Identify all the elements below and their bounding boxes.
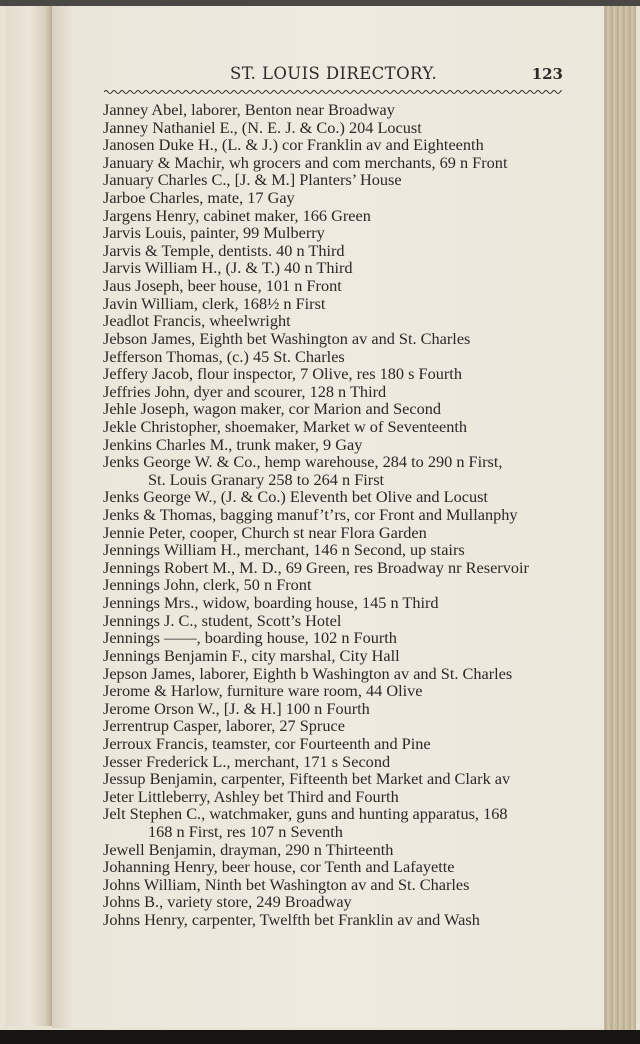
directory-entry: Jessup Benjamin, carpenter, Fifteenth bet Market and Clark av <box>103 769 511 789</box>
directory-entry: Jenks George W., (J. & Co.) Eleventh bet Olive and Locust <box>103 487 488 507</box>
directory-entry: Jebson James, Eighth bet Washington av and St. Charles <box>103 328 471 348</box>
directory-entry: January & Machir, wh grocers and com merchants, 69 n Front <box>103 152 508 172</box>
directory-entry: Jennings Mrs., widow, boarding house, 145 n Third <box>103 593 439 613</box>
directory-entry: Jerome Orson W., [J. & H.] 100 n Fourth <box>103 698 370 718</box>
left-page-edge <box>6 6 52 1026</box>
wavy-rule-divider <box>104 88 562 96</box>
directory-entry: Javin William, clerk, 168½ n First <box>103 293 326 313</box>
directory-entry: Jepson James, laborer, Eighth b Washington av and St. Charles <box>103 663 513 683</box>
directory-entry: Jargens Henry, cabinet maker, 166 Green <box>103 205 371 225</box>
directory-entry: Jelt Stephen C., watchmaker, guns and hunting apparatus, 168 <box>103 804 508 824</box>
directory-entry: Jarvis & Temple, dentists. 40 n Third <box>103 240 345 260</box>
directory-entry: Janney Nathaniel E., (N. E. J. & Co.) 204 Locust <box>103 117 422 137</box>
directory-entry: Jewell Benjamin, drayman, 290 n Thirteenth <box>103 839 394 859</box>
directory-entry: Jerroux Francis, teamster, cor Fourteenth and Pine <box>103 733 431 753</box>
directory-entry: Johns Henry, carpenter, Twelfth bet Franklin av and Wash <box>103 910 480 930</box>
directory-entry: Johns William, Ninth bet Washington av and St. Charles <box>103 874 470 894</box>
directory-entry: Jennings Benjamin F., city marshal, City Hall <box>103 645 400 665</box>
page-number: 123 <box>531 65 563 83</box>
directory-entry: Jarvis Louis, painter, 99 Mulberry <box>103 223 325 243</box>
directory-entry: Jennings ——, boarding house, 102 n Fourth <box>103 628 397 648</box>
directory-entry: Jarvis William H., (J. & T.) 40 n Third <box>103 258 353 278</box>
scanner-bottom-border <box>0 1030 640 1044</box>
directory-entry: Jennings William H., merchant, 146 n Second, up stairs <box>103 540 465 560</box>
directory-entry: Jennie Peter, cooper, Church st near Flora Garden <box>103 522 427 542</box>
directory-entry: Jennings Robert M., M. D., 69 Green, res Broadway nr Reservoir <box>103 557 529 577</box>
directory-entry: Jerome & Harlow, furniture ware room, 44 Olive <box>103 681 423 701</box>
directory-entry: Jeter Littleberry, Ashley bet Third and Fourth <box>103 786 399 806</box>
directory-entry: Jekle Christopher, shoemaker, Market w of Seventeenth <box>103 416 468 436</box>
directory-entry-continuation: 168 n First, res 107 n Seventh <box>148 821 343 841</box>
directory-entry: Janney Abel, laborer, Benton near Broadway <box>103 100 395 119</box>
directory-entry: Jenkins Charles M., trunk maker, 9 Gay <box>103 434 363 454</box>
directory-entry: Johns B., variety store, 249 Broadway <box>103 892 352 912</box>
directory-entry: Jennings John, clerk, 50 n Front <box>103 575 312 595</box>
directory-entry: Jerrentrup Casper, laborer, 27 Spruce <box>103 716 345 736</box>
directory-entry: Jennings J. C., student, Scott’s Hotel <box>103 610 342 630</box>
directory-entry: Janosen Duke H., (L. & J.) cor Franklin av and Eighteenth <box>103 135 484 155</box>
directory-entry: Jesser Frederick L., merchant, 171 s Second <box>103 751 391 771</box>
running-header <box>95 64 565 88</box>
directory-entry: Jeffries John, dyer and scourer, 128 n Third <box>103 381 387 401</box>
directory-entry: Jefferson Thomas, (c.) 45 St. Charles <box>103 346 345 366</box>
directory-entry: Jarboe Charles, mate, 17 Gay <box>103 188 295 208</box>
directory-entry-continuation: St. Louis Granary 258 to 264 n First <box>148 469 385 489</box>
directory-entry: Jehle Joseph, wagon maker, cor Marion and Second <box>103 399 441 419</box>
directory-entry: Jenks George W. & Co., hemp warehouse, 284 to 290 n First, <box>103 452 503 472</box>
directory-entry: Jeadlot Francis, wheelwright <box>103 311 291 331</box>
directory-entry: Jaus Joseph, beer house, 101 n Front <box>103 276 342 296</box>
directory-entry: Jeffery Jacob, flour inspector, 7 Olive, res 180 s Fourth <box>103 364 462 384</box>
directory-entry: January Charles C., [J. & M.] Planters’ House <box>103 170 402 190</box>
directory-entry: Jenks & Thomas, bagging manuf’t’rs, cor Front and Mullanphy <box>103 505 518 525</box>
page-title: ST. LOUIS DIRECTORY. <box>230 64 438 83</box>
directory-entry: Johanning Henry, beer house, cor Tenth and Lafayette <box>103 857 455 877</box>
page-stack-edge <box>604 6 636 1030</box>
directory-entries <box>103 101 573 929</box>
